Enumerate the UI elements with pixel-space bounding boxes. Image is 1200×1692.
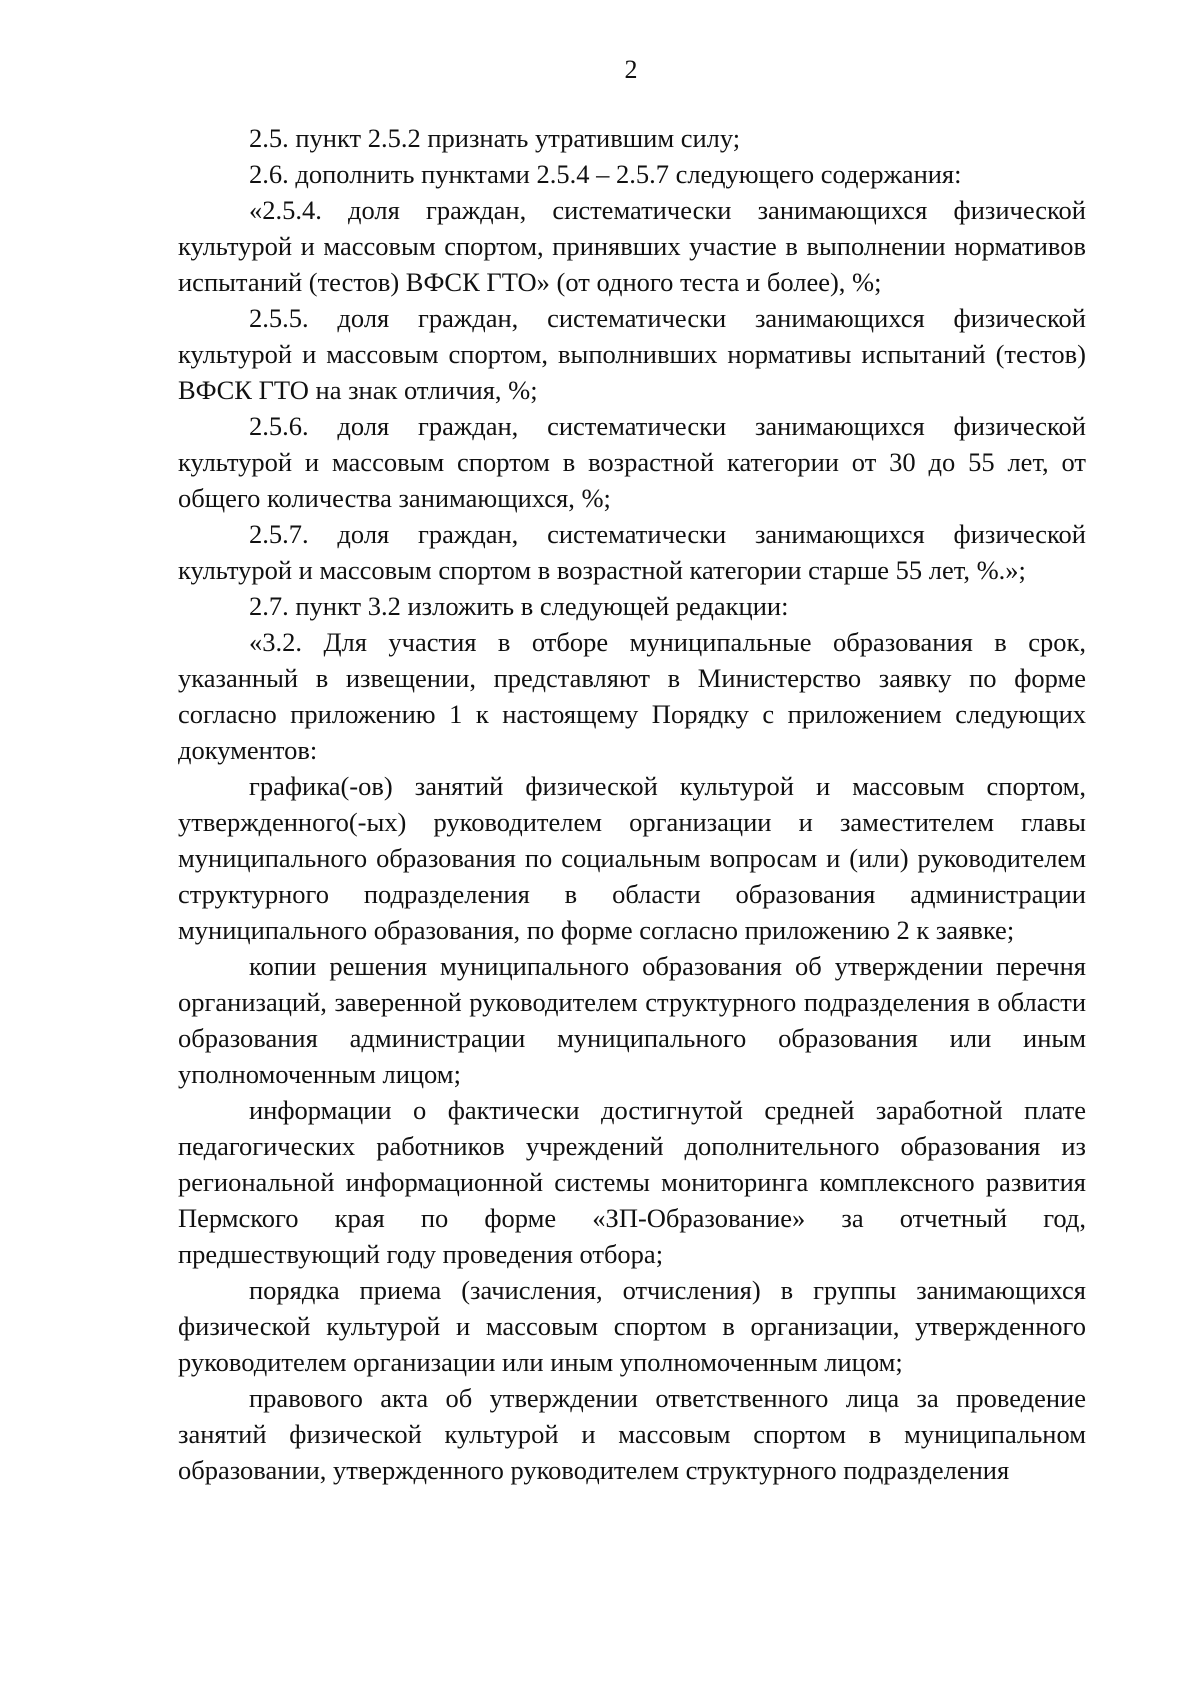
paragraph-2-6: 2.6. дополнить пунктами 2.5.4 – 2.5.7 следующего содержания: [249, 159, 962, 189]
paragraph-salary-info: информации о фактически достигнутой средней заработной плате педагогических работников учреждений дополнительного образования из региональной информационной системы мониторинга комплексного развития Пермского края по форме «ЗП-Образование» за отчетный год, предшествующий году проведения отбора; [178, 1095, 1086, 1269]
paragraph-2-5-4: «2.5.4. доля граждан, систематически занимающихся физической культурой и массовым спортом, принявших участие в выполнении нормативов испытаний (тестов) ВФСК ГТО» (от одного теста и более), %; [178, 195, 1086, 297]
paragraph-admission-order: порядка приема (зачисления, отчисления) в группы занимающихся физической культурой и массовым спортом в организации, утвержденного руководителем организации или иным уполномоченным лицом; [178, 1275, 1086, 1377]
paragraph-2-5-5: 2.5.5. доля граждан, систематически занимающихся физической культурой и массовым спортом, выполнивших нормативы испытаний (тестов) ВФСК ГТО на знак отличия, %; [178, 303, 1086, 405]
document-body [178, 120, 1086, 1488]
paragraph-3-2: «3.2. Для участия в отборе муниципальные образования в срок, указанный в извещении, представляют в Министерство заявку по форме согласно приложению 1 к настоящему Порядку с приложением следующих документов: [178, 627, 1086, 765]
paragraph-2-5: 2.5. пункт 2.5.2 признать утратившим силу; [249, 123, 741, 153]
paragraph-2-7: 2.7. пункт 3.2 изложить в следующей редакции: [249, 591, 789, 621]
paragraph-2-5-6: 2.5.6. доля граждан, систематически занимающихся физической культурой и массовым спортом в возрастной категории от 30 до 55 лет, от общего количества занимающихся, %; [178, 411, 1086, 513]
paragraph-decision-copy: копии решения муниципального образования об утверждении перечня организаций, заверенной руководителем структурного подразделения в области образования администрации муниципального образования или иным уполномоченным лицом; [178, 951, 1086, 1089]
paragraph-2-5-7: 2.5.7. доля граждан, систематически занимающихся физической культурой и массовым спортом в возрастной категории старше 55 лет, %.»; [178, 519, 1086, 585]
paragraph-legal-act: правового акта об утверждении ответственного лица за проведение занятий физической культурой и массовым спортом в муниципальном образовании, утвержденного руководителем структурного подразделения [178, 1383, 1086, 1485]
page-number: 2 [624, 55, 638, 84]
paragraph-schedule: графика(-ов) занятий физической культурой и массовым спортом, утвержденного(-ых) руководителем организации и заместителем главы муниципального образования по социальным вопросам и (или) руководителем структурного подразделения в области образования администрации муниципального образования, по форме согласно приложению 2 к заявке; [178, 771, 1086, 945]
